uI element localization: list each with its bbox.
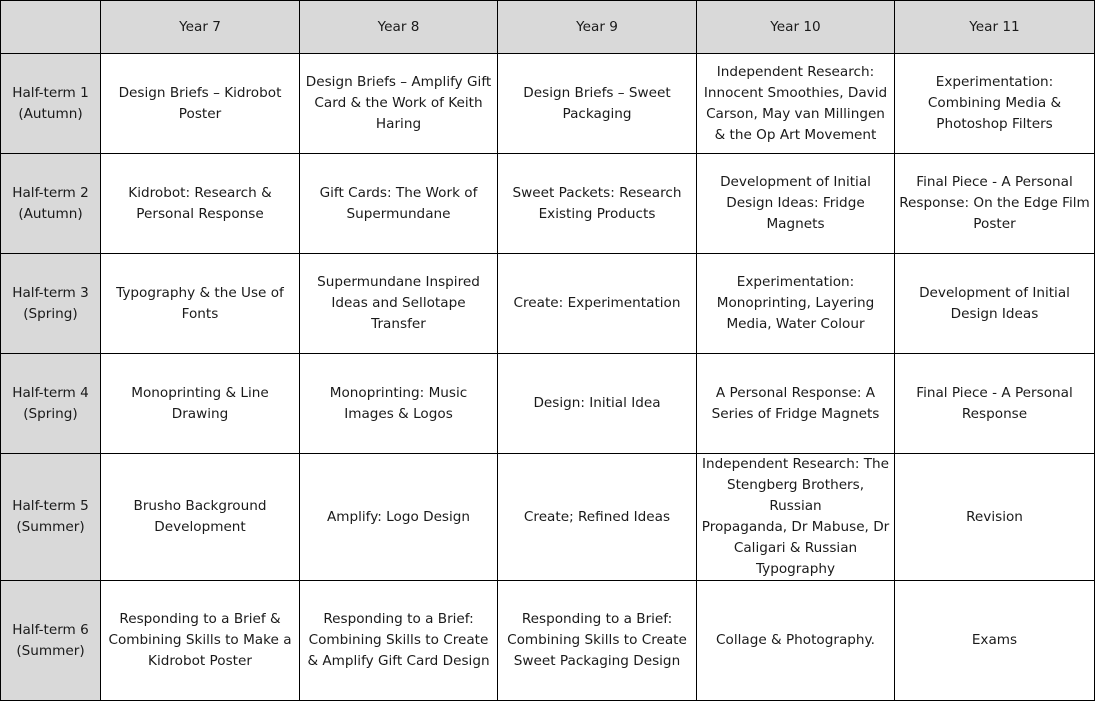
table-cell: Create; Refined Ideas — [498, 454, 697, 581]
table-cell: Responding to a Brief: Combining Skills to Create & Amplify Gift Card Design — [300, 581, 498, 701]
table-cell: Experimentation: Monoprinting, Layering Media, Water Colour — [697, 254, 895, 354]
table-cell: Independent Research: Innocent Smoothies, David Carson, May van Millingen & the Op Art Movement — [697, 54, 895, 154]
table-cell: Development of Initial Design Ideas: Fridge Magnets — [697, 154, 895, 254]
table-cell: Create: Experimentation — [498, 254, 697, 354]
column-header-year-9: Year 9 — [498, 1, 697, 54]
row-header-half-term-2: Half-term 2 (Autumn) — [1, 154, 101, 254]
table-cell: Final Piece - A Personal Response: On the Edge Film Poster — [895, 154, 1095, 254]
row-header-half-term-6: Half-term 6 (Summer) — [1, 581, 101, 701]
table-cell: Revision — [895, 454, 1095, 581]
table-cell: Design: Initial Idea — [498, 354, 697, 454]
table-row — [1, 581, 1095, 701]
table-row — [1, 454, 1095, 581]
column-header-year-8: Year 8 — [300, 1, 498, 54]
column-header-year-10: Year 10 — [697, 1, 895, 54]
table-cell: Collage & Photography. — [697, 581, 895, 701]
table-cell: Supermundane Inspired Ideas and Sellotape Transfer — [300, 254, 498, 354]
table-cell: Amplify: Logo Design — [300, 454, 498, 581]
table-cell: Typography & the Use of Fonts — [101, 254, 300, 354]
column-header-year-11: Year 11 — [895, 1, 1095, 54]
table-row — [1, 54, 1095, 154]
table-cell: Gift Cards: The Work of Supermundane — [300, 154, 498, 254]
table-cell: Monoprinting: Music Images & Logos — [300, 354, 498, 454]
corner-cell — [1, 1, 101, 54]
table-cell: Brusho Background Development — [101, 454, 300, 581]
row-header-half-term-4: Half-term 4 (Spring) — [1, 354, 101, 454]
table-cell: A Personal Response: A Series of Fridge Magnets — [697, 354, 895, 454]
table-cell: Design Briefs – Sweet Packaging — [498, 54, 697, 154]
table-cell: Kidrobot: Research & Personal Response — [101, 154, 300, 254]
table-cell: Final Piece - A Personal Response — [895, 354, 1095, 454]
table-cell: Experimentation: Combining Media & Photoshop Filters — [895, 54, 1095, 154]
table-cell: Exams — [895, 581, 1095, 701]
table-cell: Responding to a Brief & Combining Skills to Make a Kidrobot Poster — [101, 581, 300, 701]
table-cell: Independent Research: The Stengberg Brothers, Russian Propaganda, Dr Mabuse, Dr Caligari & Russian Typography — [697, 454, 895, 581]
table-cell: Responding to a Brief: Combining Skills to Create Sweet Packaging Design — [498, 581, 697, 701]
table-cell: Design Briefs – Amplify Gift Card & the Work of Keith Haring — [300, 54, 498, 154]
header-row — [1, 1, 1095, 54]
table-row — [1, 254, 1095, 354]
table-cell: Monoprinting & Line Drawing — [101, 354, 300, 454]
table-cell: Sweet Packets: Research Existing Products — [498, 154, 697, 254]
table-row — [1, 354, 1095, 454]
row-header-half-term-3: Half-term 3 (Spring) — [1, 254, 101, 354]
table-row — [1, 154, 1095, 254]
column-header-year-7: Year 7 — [101, 1, 300, 54]
table-cell: Development of Initial Design Ideas — [895, 254, 1095, 354]
table-cell: Design Briefs – Kidrobot Poster — [101, 54, 300, 154]
row-header-half-term-5: Half-term 5 (Summer) — [1, 454, 101, 581]
row-header-half-term-1: Half-term 1 (Autumn) — [1, 54, 101, 154]
